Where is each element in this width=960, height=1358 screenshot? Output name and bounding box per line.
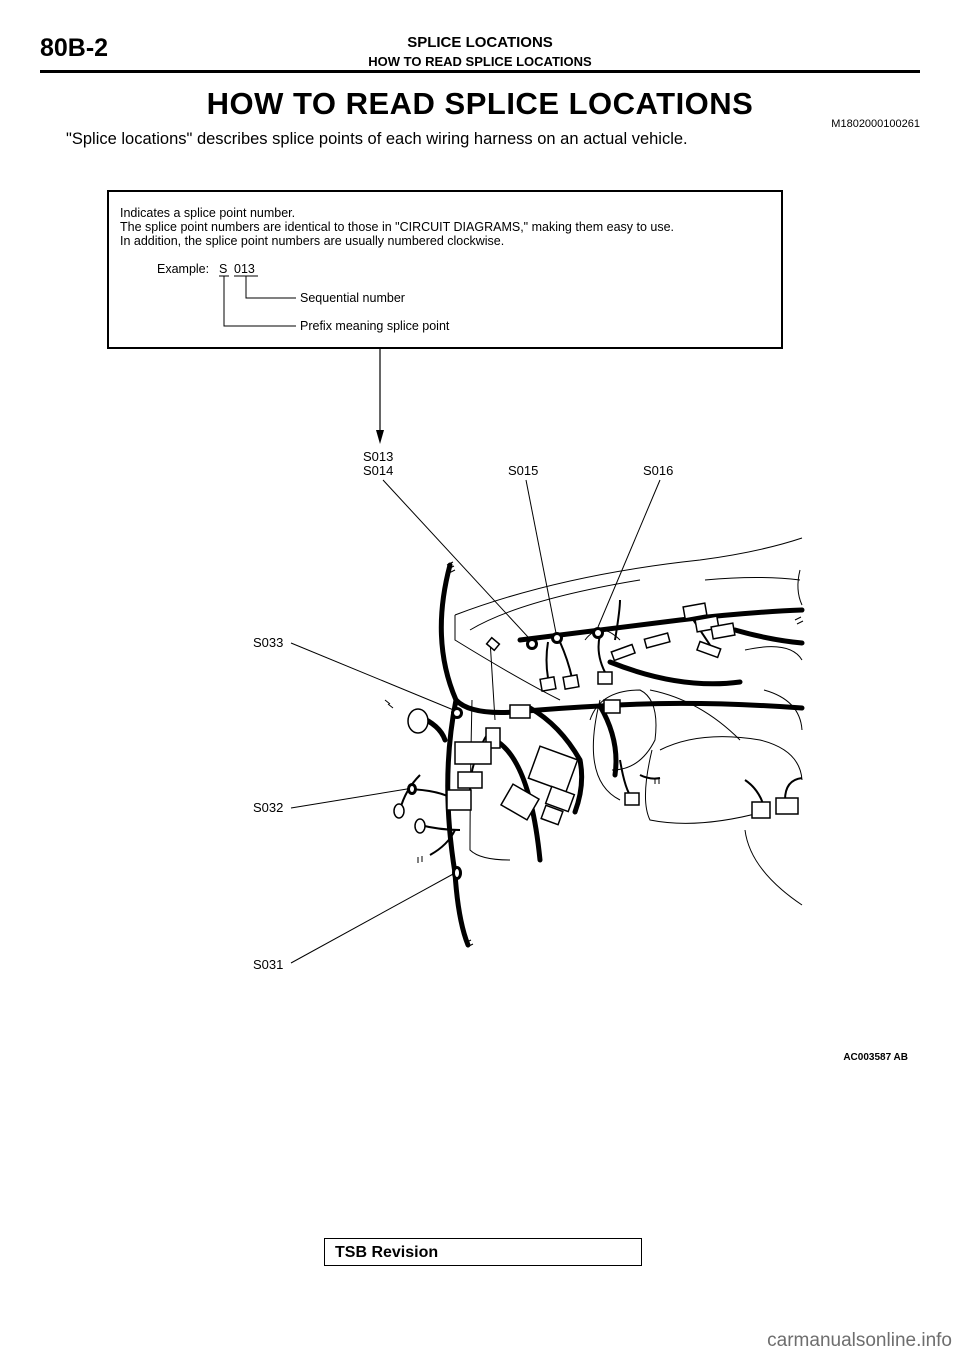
grommet xyxy=(408,709,428,733)
page-title: HOW TO READ SPLICE LOCATIONS xyxy=(206,86,754,121)
callout-line-2: The splice point numbers are identical to those in "CIRCUIT DIAGRAMS," making them easy to use. xyxy=(120,220,675,234)
splice-label-s014: S014 xyxy=(363,463,394,478)
callout-line-3: In addition, the splice point numbers are usually numbered clockwise. xyxy=(120,234,505,248)
example-number: 013 xyxy=(234,262,255,276)
page-number: 80B-2 xyxy=(40,34,109,62)
splice-label-s016: S016 xyxy=(643,463,674,478)
intro-paragraph: "Splice locations" describes splice points of each wiring harness on an actual vehicle. xyxy=(66,130,688,148)
splice-label-s032: S032 xyxy=(253,800,284,815)
prefix-label: Prefix meaning splice point xyxy=(300,319,450,333)
ground-eyelet-2 xyxy=(415,819,425,833)
figure-code: AC003587 AB xyxy=(843,1052,908,1063)
example-prefix: S xyxy=(219,262,228,276)
splice-s014 xyxy=(534,640,536,642)
splice-label-s015: S015 xyxy=(508,463,539,478)
sequential-number-label: Sequential number xyxy=(300,291,405,305)
splice-leaders xyxy=(291,480,660,963)
callout-arrowhead xyxy=(376,430,384,444)
splice-label-s031: S031 xyxy=(253,957,284,972)
dashboard-outline xyxy=(455,538,802,905)
callout-line-1: Indicates a splice point number. xyxy=(120,206,296,220)
header-subsection: HOW TO READ SPLICE LOCATIONS xyxy=(368,54,592,69)
tsb-revision-label: TSB Revision xyxy=(335,1244,439,1261)
example-label: Example: xyxy=(157,262,210,276)
splice-label-s013: S013 xyxy=(363,449,394,464)
watermark: carmanualsonline.info xyxy=(767,1330,952,1351)
document-id: M1802000100261 xyxy=(831,118,920,130)
tsb-revision-box xyxy=(324,1238,642,1266)
header-section: SPLICE LOCATIONS xyxy=(407,34,553,51)
ground-eyelet-1 xyxy=(394,804,404,818)
splice-label-s033: S033 xyxy=(253,635,284,650)
